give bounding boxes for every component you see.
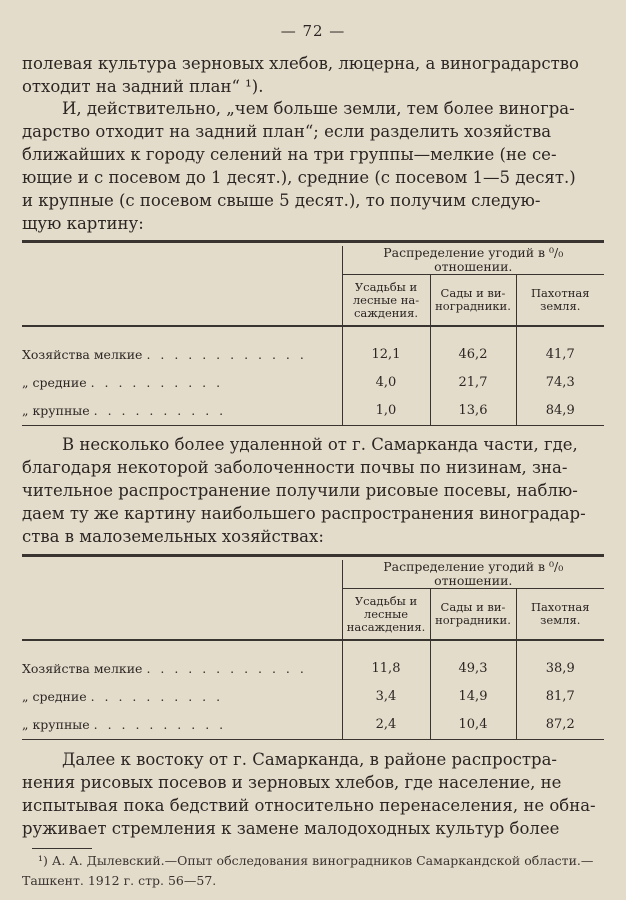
land-distribution-table-2 <box>22 554 604 744</box>
table-group-header: Распределение угодий в ⁰/₀ отношении. <box>342 560 604 589</box>
text-line: ближайших к городу селений на три группы—мелкие (не се- <box>22 145 557 164</box>
text-line: дарство отходит на задний план“; если разделить хозяйства <box>22 122 552 141</box>
text-line: даем ту же картину наибольшего распространения виноградар- <box>22 504 586 523</box>
table-cell: 84,9 <box>516 397 604 426</box>
paragraph-3 <box>22 433 604 548</box>
text-line: и крупные (с посевом свыше 5 десят.), то получим следую- <box>22 191 541 210</box>
table-cell: 49,3 <box>430 655 516 683</box>
column-header: Усадьбы и лесные на-саждения. <box>342 275 430 326</box>
text-line: ства в малоземельных хозяйствах: <box>22 527 324 546</box>
text-line: отходит на задний план“ ¹). <box>22 77 264 96</box>
text-line: щую картину: <box>22 214 144 233</box>
table-cell: 13,6 <box>430 397 516 426</box>
table-cell: 10,4 <box>430 711 516 740</box>
row-label: Хозяйства мелкие <box>22 347 143 362</box>
footnote-divider <box>32 848 92 849</box>
text-line: благодаря некоторой заболоченности почвы по низинам, зна- <box>22 458 568 477</box>
table-cell: 12,1 <box>342 341 430 369</box>
text-line: Далее к востоку от г. Самарканда, в районе распростра- <box>62 750 557 769</box>
table-cell: 11,8 <box>342 655 430 683</box>
table-row: Хозяйства мелкие . . . . . . . . . . . . 11,8 49,3 38,9 <box>22 655 604 683</box>
paragraph-4 <box>22 748 604 840</box>
row-label: „ крупные <box>22 717 90 732</box>
table-cell: 2,4 <box>342 711 430 740</box>
column-header: Сады и ви-ноградники. <box>430 275 516 326</box>
column-header: Усадьбы и лесные насаждения. <box>342 589 430 640</box>
table-cell: 38,9 <box>516 655 604 683</box>
table-cell: 3,4 <box>342 683 430 711</box>
text-line: испытывая пока бедствий относительно перенаселения, не обна- <box>22 796 596 815</box>
footnote-line: Ташкент. 1912 г. стр. 56—57. <box>22 873 217 888</box>
table-stub-header <box>22 246 342 325</box>
table-cell: 14,9 <box>430 683 516 711</box>
row-label: „ средние <box>22 375 87 390</box>
row-label: „ средние <box>22 689 87 704</box>
table-cell: 74,3 <box>516 369 604 397</box>
table-row: „ крупные . . . . . . . . . . 2,4 10,4 87,2 <box>22 711 604 740</box>
footnote <box>22 851 612 891</box>
text-line: И, действительно, „чем больше земли, тем более виногра- <box>62 99 575 118</box>
text-line: ющие и с посевом до 1 десят.), средние (с посевом 1—5 десят.) <box>22 168 576 187</box>
table-row: „ средние . . . . . . . . . . 4,0 21,7 74,3 <box>22 369 604 397</box>
table-cell: 21,7 <box>430 369 516 397</box>
table-cell: 4,0 <box>342 369 430 397</box>
table-row: „ крупные . . . . . . . . . . 1,0 13,6 84,9 <box>22 397 604 426</box>
paragraph-1 <box>22 52 604 98</box>
text-line: руживает стремления к замене малодоходных культур более <box>22 819 560 838</box>
column-header: Пахотная земля. <box>516 589 604 640</box>
page-number: — 72 — <box>280 22 346 40</box>
column-header: Сады и ви-ноградники. <box>430 589 516 640</box>
table-group-header: Распределение угодий в ⁰/₀ отношении. <box>342 246 604 275</box>
table-stub-header <box>22 560 342 639</box>
text-line: полевая культура зерновых хлебов, люцерна, а виноградарство <box>22 54 579 73</box>
text-line: В несколько более удаленной от г. Самарканда части, где, <box>62 435 578 454</box>
table-cell: 87,2 <box>516 711 604 740</box>
table-row: „ средние . . . . . . . . . . 3,4 14,9 81,7 <box>22 683 604 711</box>
table-cell: 46,2 <box>430 341 516 369</box>
text-line: чительное распространение получили рисовые посевы, наблю- <box>22 481 578 500</box>
land-distribution-table-1 <box>22 240 604 430</box>
row-label: Хозяйства мелкие <box>22 661 143 676</box>
table-cell: 41,7 <box>516 341 604 369</box>
table-cell: 81,7 <box>516 683 604 711</box>
paragraph-2 <box>22 97 604 235</box>
table-row: Хозяйства мелкие . . . . . . . . . . . . 12,1 46,2 41,7 <box>22 341 604 369</box>
footnote-line: ¹) А. А. Дылевский.—Опыт обследования виноградников Самаркандской области.— <box>38 853 594 868</box>
row-label: „ крупные <box>22 403 90 418</box>
table-cell: 1,0 <box>342 397 430 426</box>
text-line: нения рисовых посевов и зерновых хлебов, где население, не <box>22 773 562 792</box>
column-header: Пахотная земля. <box>516 275 604 326</box>
